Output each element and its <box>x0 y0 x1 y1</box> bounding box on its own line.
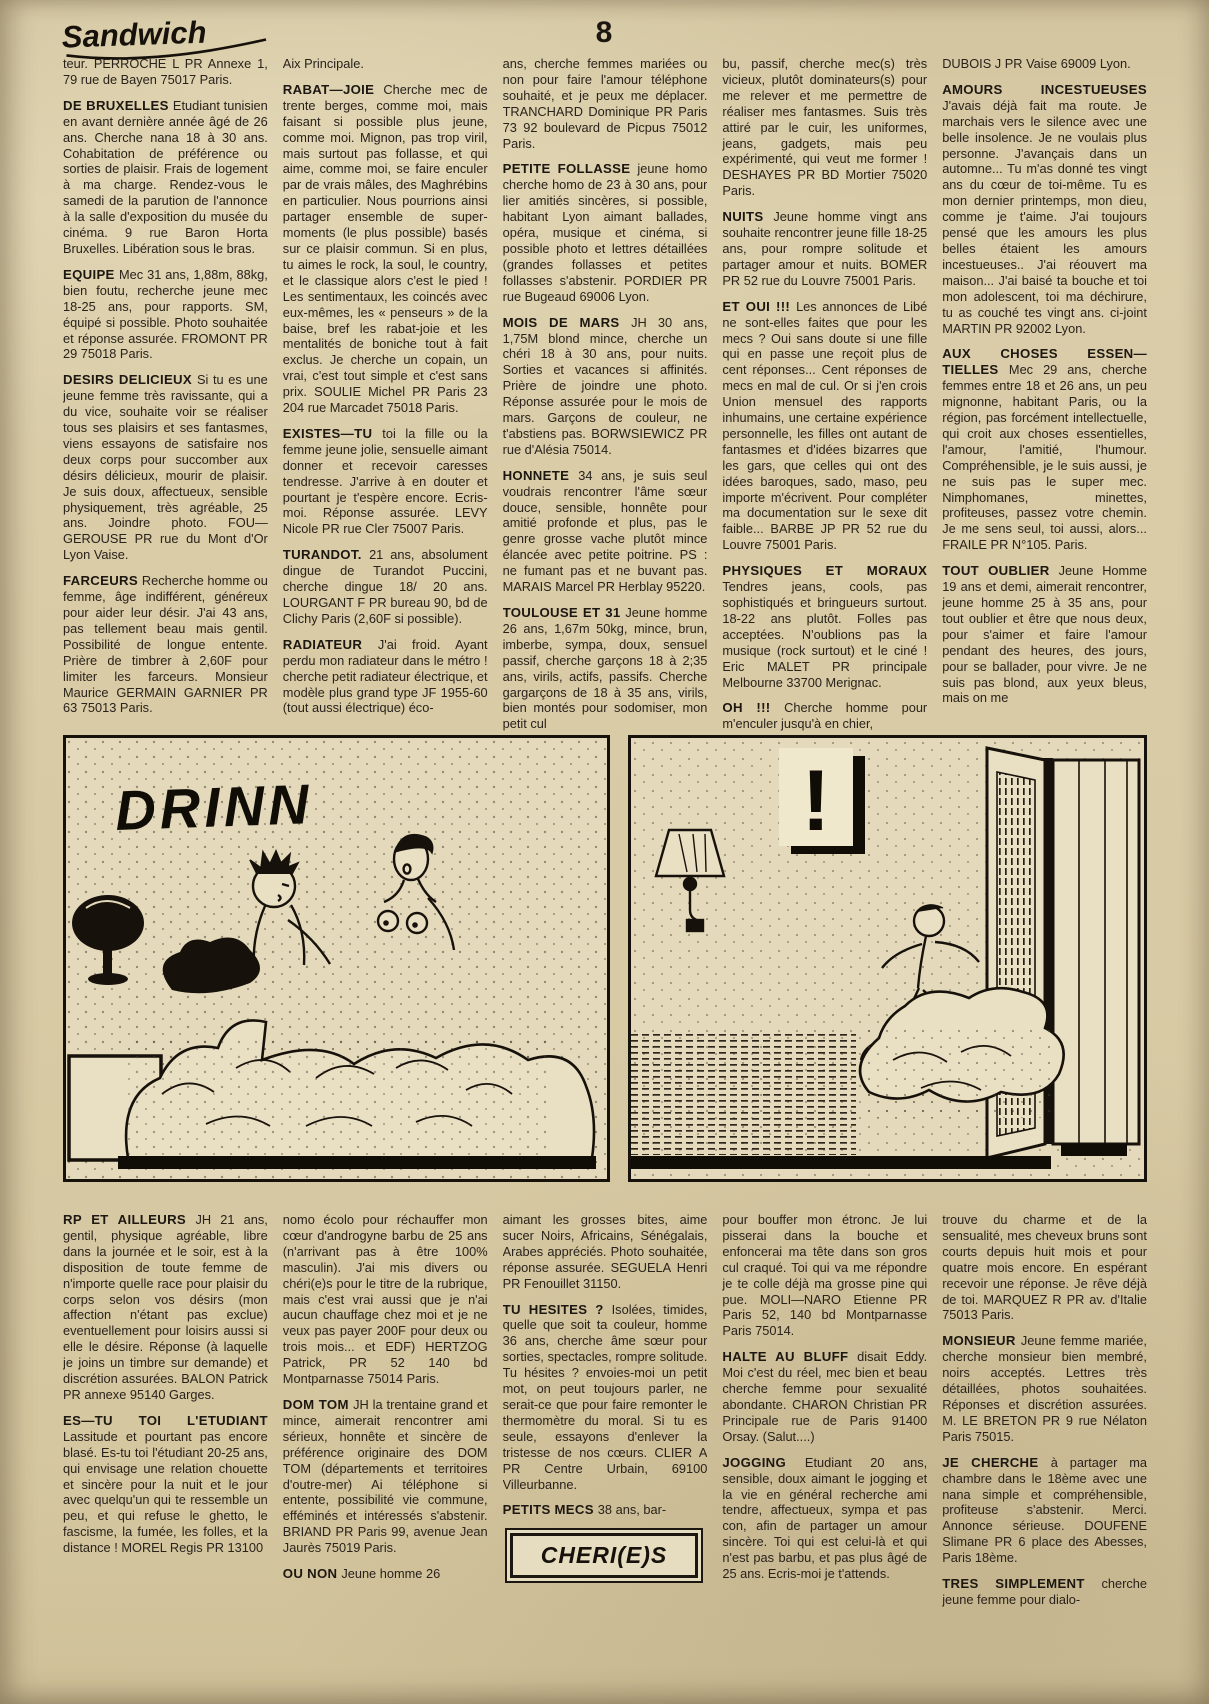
column-2 <box>283 56 488 732</box>
classified-ad: AUX CHOSES ESSEN—TIELLES Mec 29 ans, cherche femmes entre 18 et 26 ans, un peu mignonne, habitant Paris, ou la région, pas forcément intellectuelle, qui croit aux choses essentielles, l'amour, l'amitié, l'humour. Compréhensible, je le suis aussi, je ne suis pas le super mec. Nimphomanes, minettes, profiteuses, passez votre chemin. Je me sens seul, toi aussi, alors... FRAILE PR N°105. Paris. <box>942 346 1147 553</box>
page-number: 8 <box>595 16 614 49</box>
ad-title: PETITE FOLLASSE <box>502 161 638 177</box>
ad-title: TOUT OUBLIER <box>942 563 1059 579</box>
classified-ad: HALTE AU BLUFF disait Eddy. Moi c'est du réel, mec bien et beau cherche femme pour sexualité abondante. CHARON Christian PR Principale rue de Paris 91400 Orsay. (Salut....) <box>722 1349 928 1444</box>
column-5 <box>942 1212 1147 1648</box>
column-2 <box>283 1212 488 1648</box>
column-1 <box>63 56 268 732</box>
classified-ad: RP ET AILLEURS JH 21 ans, gentil, physique agréable, libre dans la journée et le soir, est à la disposition de toute femme de n'importe quelle race pour plaisir du corps selon vos désirs (mon affection n'étant pas exclue) eventuellement pour loisirs aussi si elle le désire. Réponse (à laquelle je joins un timbre sur demande) et discrétion assurées. BALON Patrick PR annexe 95140 Garges. <box>63 1212 268 1402</box>
classified-ad: RADIATEUR J'ai froid. Ayant perdu mon radiateur dans le métro ! cherche petit radiateur électrique, et modèle plus grand type JF 1955-60 (tout aussi électrique) éco- <box>282 636 488 716</box>
classified-ad: ET OUI !!! Les annonces de Libé ne sont-elles faites que pour les mecs ? Oui sans doute si une fille qui en passe une reçoit plus de cent réponses... Cent réponses de mecs en mal de cul. Or si j'en crois Union mensuel des rapports inhumains, une certaine expérience personnelle, les filles ont autant de fantasmes et d'idées bizarres que les gars, que celles qui ont des idées baroques, sado, maso, peu importe m'écrivent. Pour compléter ma documentation sur le sexe dit faible... BARBE JP PR 52 rue du Louvre 75001 Paris. <box>722 298 928 553</box>
ad-title: DOM TOM <box>282 1396 354 1412</box>
classified-ad: AMOURS INCESTUEUSES J'avais déjà fait ma route. Je marchais vers le silence avec une belle insolence. Je ne voulais plus personne. J'avançais dans un automne... Tu m'as donné tes vingt ans du cœur de toi-même. Tu es mon dernier printemps, mon dieu, comme je t'aime. J'ai toujours pensé que les amours les plus belles étaient les amours incestueuses.. J'ai réouvert ma maison... J'ai baisé ta bouche et toi mon adolescent, toi ma déchirure, tu as couché tes vingt ans. ci-joint MARTIN PR 92002 Lyon. <box>942 81 1147 336</box>
classified-ad: aimant les grosses bites, aime sucer Noirs, Africains, Sénégalais, Arabes appréciés. Photo souhaitée, réponse assurée. SEGUELA Henri PR Fenouillet 31150. <box>502 1212 708 1291</box>
exclamation-poster <box>779 748 865 854</box>
classified-ad: TOUT OUBLIER Jeune Homme 19 ans et demi, aimerait rencontrer, jeune homme 25 à 35 ans, pour tout oublier et être que nous deux, pour s'aimer et faire l'amour pendant des heures, des jours, pour se ballader, pour vivre. Je ne suis pas blond, aux yeux bleus, mais on me <box>942 563 1147 706</box>
classified-ad: TURANDOT. 21 ans, absolument dingue de Turandot Puccini, cherche dingue 18/ 20 ans. LOURGANT F PR bureau 90, bd de Clichy Paris (2,60F si possible). <box>282 547 488 626</box>
classified-ad: NUITS Jeune homme vingt ans souhaite rencontrer jeune fille 18-25 ans, pour rompre solitude et partager amour et nuits. BOMER PR 52 rue du Louvre 75001 Paris. <box>722 209 928 288</box>
classified-ad: RABAT—JOIE Cherche mec de trente berges, comme moi, mais faisant si possible plus jeune, comme moi. Mignon, pas trop viril, mais surtout pas follasse, et qui aime, comme moi, se faire enculer par de vrais mâles, des Maghrébins en particulier. Nous pourrions ainsi partager ensemble de super-moments (le plus possible) basés sur ce plaisir commun. Si en plus, tu aimes le rock, la soul, le country, et le classique alors c'est le pied ! Les sentimentaux, les coincés avec eux-mêmes, les « penseurs » de la baise, bref les rabat-joie et les mentalités de boniche tout à fait exclus. Je cherche un copain, un vrai, c'est tout simple et c'est sans prix. SOULIE Michel PR Paris 23 204 rue Marcadet 75018 Paris. <box>282 81 488 416</box>
cheries-logo-text: CHERI(E)S <box>510 1533 699 1578</box>
classified-ad: DUBOIS J PR Vaise 69009 Lyon. <box>942 56 1131 71</box>
ad-title: ES—TU TOI L'ETUDIANT <box>63 1412 268 1428</box>
classified-ad: EQUIPE Mec 31 ans, 1,88m, 88kg, bien foutu, recherche jeune mec 18-25 ans, pour rapports. SM, équipé si possible. Photo souhaitée et réponse assurée. FROMONT PR 29 75018 Paris. <box>63 266 268 362</box>
ad-title: TURANDOT. <box>282 547 370 563</box>
classified-ad: ES—TU TOI L'ETUDIANT Lassitude et pourtant pas encore blasé. Es-tu toi l'étudiant 20-25 ans, qui envisage une relation chouette et sincère pour la nuit et le jour avec quelqu'un qui te ressemble un peu, et qui refuse le ghetto, le fascisme, la fumée, les folles, et la distance ! MOREL Regis PR 13100 <box>63 1412 268 1556</box>
ad-title: EXISTES—TU <box>282 425 383 441</box>
bedroom-illustration <box>66 738 607 1179</box>
classifieds-top-section <box>63 56 1147 732</box>
classified-ad: TRES SIMPLEMENT cherche jeune femme pour dialo- <box>942 1576 1147 1607</box>
classifieds-bottom-section <box>63 1212 1147 1648</box>
classified-ad: DESIRS DELICIEUX Si tu es une jeune femme très ravissante, qui a du vice, souhaite voir se réaliser tous ses plaisirs et ses fantasmes, viens essayons de satisfaire nos deux corps pour succomber aux désirs délicieux, mourir de plaisir. Je suis doux, affectueux, sensible physiquement, très agréable, 25 ans. Joindre photo. FOU—GEROUSE PR rue du Mont d'Or Lyon Vaise. <box>63 372 268 563</box>
classified-ad: PETITS MECS 38 ans, bar- <box>502 1502 667 1518</box>
classified-ad: trouve du charme et de la sensualité, mes cheveux bruns sont courts depuis huit mois et pour quatre mois encore. En espérant recevoir une réponse. Je rêve déjà de toi. MARQUEZ R PR av. d'Italie 75013 Paris. <box>942 1212 1147 1323</box>
classified-ad: MOIS DE MARS JH 30 ans, 1,75M blond mince, cherche un chéri 18 à 30 ans, pour nuits. Sorties et vacances si affinités. Prière de joindre une photo. Réponse assurée pour le mois de mars. Garçons de couleur, ne t'abstiens pas. BORWSIEWICZ PR rue d'Alésia 75014. <box>502 314 708 457</box>
ad-title: JOGGING <box>722 1454 805 1470</box>
column-1 <box>63 1212 268 1648</box>
ad-title: JE CHERCHE <box>942 1454 1051 1470</box>
classified-ad: OU NON Jeune homme 26 <box>282 1566 441 1582</box>
classified-ad: DOM TOM JH la trentaine grand et mince, aimerait rencontrer ami sérieux, honnête et sincère de préférence originaire des DOM TOM (départements et territoires d'outre-mer) Ai téléphone si entente, possibilité vie commune, efféminés et intéressés s'abstenir. BRIAND PR Paris 99, avenue Jean Jaurès 75019 Paris. <box>282 1396 488 1556</box>
classified-ad: DE BRUXELLES Etudiant tunisien en avant dernière année âgé de 26 ans. Cherche nana 18 à 30 ans. Cohabitation de préférence ou sorties de plaisir. Frais de logement à ma charge. Rendez-vous le samedi de la parution de l'annonce à la salle d'exposition du musée du cinéma. 9 rue Baron Horta Bruxelles. Libération sous le bras. <box>63 97 268 256</box>
ad-title: MOIS DE MARS <box>502 314 632 330</box>
wardrobe-illustration <box>631 738 1144 1179</box>
ad-title: PHYSIQUES ET MORAUX <box>722 563 928 579</box>
ad-title: RABAT—JOIE <box>282 81 384 97</box>
ad-title: TRES SIMPLEMENT <box>942 1576 1102 1592</box>
ad-title: RP ET AILLEURS <box>63 1212 196 1227</box>
phone-ring-sfx: DRINN <box>114 772 314 842</box>
classified-ad: FARCEURS Recherche homme ou femme, âge indifférent, généreux pour aider leur désir. J'ai 43 ans, pas tellement beau mais gentil. Possibilité de longue entente. Prière de timbrer à 2,60F pour limiter les farceurs. Monsieur Maurice GERMAIN GARNIER PR 63 75013 Paris. <box>63 573 268 716</box>
classified-ad: MONSIEUR Jeune femme mariée, cherche monsieur bien membré, noirs acceptés. Lettres très détaillées, photos souhaitées. Réponses et discrétion assurées. M. LE BRETON PR 9 rue Nélaton Paris 75015. <box>942 1333 1147 1444</box>
baseboard <box>631 1156 1051 1169</box>
masthead-title: Sandwich <box>61 14 208 55</box>
bed-frame <box>118 1156 596 1169</box>
classified-ad: JOGGING Etudiant 20 ans, sensible, doux aimant le jogging et la vie en général recherche ami tendre, affectueux, sympa et pas con, afin de partager un amour sincère. Toi qui est celui-là et qui n'est pas barbu, et pas plus âgé de 25 ans. Ecris-moi je t'attends. <box>722 1454 928 1582</box>
ad-title: RADIATEUR <box>282 636 378 652</box>
ad-title: TOULOUSE ET 31 <box>502 605 626 620</box>
ad-title: AMOURS INCESTUEUSES <box>942 81 1147 97</box>
classified-ad: PHYSIQUES ET MORAUX Tendres jeans, cools, pas sophistiqués et bringueurs surtout. 18-22 ans plutôt. Folles pas acceptées. N'oublions pas la musique (rock surtout) et le ciné ! Eric MALET PR principale Melbourne 33700 Merignac. <box>722 563 928 690</box>
classified-ad: EXISTES—TU toi la fille ou la femme jeune jolie, sensuelle aimant donner et recevoir caresses tendresse. J'arrive à en douter et pourtant je t'espère encore. Ecris-moi. Réponse assurée. LEVY Nicole PR rue Cler 75007 Paris. <box>282 425 488 537</box>
ad-title: MONSIEUR <box>942 1333 1021 1349</box>
ad-title: HALTE AU BLUFF <box>722 1349 858 1365</box>
cheries-logo-box <box>505 1528 704 1583</box>
classified-ad: nomo écolo pour réchauffer mon cœur d'androgyne barbu de 25 ans (n'arrivant pas à être 100% masculin). J'ai mis divers ou chéri(e)s pour le titre de la rubrique, mais c'est vrai aussi que je n'ai aucun chauffage chez moi et je ne veux pas payer 200F pour deux ou trois mois... et EDF) HERTZOG Patrick, PR 52 140 bd Montparnasse 75014 Paris. <box>282 1212 488 1387</box>
classified-ad: bu, passif, cherche mec(s) très vicieux, plutôt dominateurs(s) pour me relever et me permettre de réaliser mes fantasmes. Suis très attiré par le cuir, les uniformes, jeans, gadgets, mais peu expérimenté, qui veut me former ! DESHAYES PR BD Mortier 75020 Paris. <box>722 56 928 199</box>
ad-title: FARCEURS <box>63 573 142 589</box>
column-3 <box>503 1212 708 1648</box>
classified-ad: HONNETE 34 ans, je suis seul voudrais rencontrer l'âme sœur douce, sensible, honnête pour amitié profonde et plus, pas le genre grosse vache plutôt mince élancée avec petite poitrine. PS : ne fumant pas et ne buvant pas. MARAIS Marcel PR Herblay 95220. <box>502 467 708 595</box>
floor-shading <box>631 1033 856 1155</box>
ad-title: NUITS <box>722 209 774 225</box>
ad-title: OU NON <box>282 1566 342 1582</box>
column-4 <box>722 1212 927 1648</box>
classified-ad: TOULOUSE ET 31 Jeune homme 26 ans, 1,67m 50kg, mince, brun, imberbe, sympa, doux, sensuel passif, cherche garçons 18 à 2;35 ans, virils, actifs, passifs. Cherche gargarçons de 18 à 35 ans, virils, bien montés pour sodomiser, mon petit cul <box>502 605 708 732</box>
classified-ad: Aix Principale. <box>282 56 364 71</box>
comic-strip <box>63 735 1147 1182</box>
ad-title: HONNETE <box>502 467 579 483</box>
rumpled-blanket <box>126 1020 594 1158</box>
comic-panel-bedroom <box>63 735 610 1182</box>
classified-ad: ans, cherche femmes mariées ou non pour faire l'amour téléphone souhaité, et je peux me déplacer. TRANCHARD Dominique PR Paris 73 92 boulevard de Picpus 75012 Paris. <box>502 56 708 151</box>
column-4 <box>722 56 927 732</box>
ad-title: OH !!! <box>722 700 785 716</box>
ad-title: PETITS MECS <box>502 1502 598 1518</box>
classified-ad: OH !!! Cherche homme pour m'enculer jusqu'à en chier, <box>722 700 928 732</box>
column-5 <box>942 56 1147 732</box>
classified-ad: TU HESITES ? Isolées, timides, quelle que soit ta couleur, homme 36 ans, cherche âme sœur pour sorties, spectacles, rompre solitude. Tu hésites ? envoies-moi un petit mot, on peut toujours parler, ne serait-ce que pour faire remonter le thermomètre du moral. Si tu es seule, essayons d'enlever la tristesse de nos cœurs. CLIER A PR Centre Urbain, 69100 Villeurbanne. <box>502 1301 708 1492</box>
classified-ad: JE CHERCHE à partager ma chambre dans le 18ème avec une nana simple et compréhensible, profiteuse s'abstenir. Merci. Annonce sérieuse. DOUFENE Slimane PR 6 place des Abesses, Paris 18ème. <box>942 1454 1147 1566</box>
comic-panel-wardrobe <box>628 735 1147 1182</box>
ad-title: AUX CHOSES ESSEN—TIELLES <box>942 346 1147 378</box>
ad-title: EQUIPE <box>63 266 119 282</box>
ad-title: DESIRS DELICIEUX <box>63 372 197 388</box>
classified-ad: teur. PERROCHE L PR Annexe 1, 79 rue de Bayen 75017 Paris. <box>63 56 268 87</box>
column-3 <box>503 56 708 732</box>
ad-title: ET OUI !!! <box>722 298 797 314</box>
classified-ad: pour bouffer mon étronc. Je lui pisserai dans la bouche et enfoncerai ma tête dans son gros cul craqué. Toi qui va me répondre je te colle déjà ma grosse pine qui pue. MOLI—NARO Etienne PR Paris 52, 140 bd Montparnasse Paris 75014. <box>722 1212 928 1339</box>
ad-title: DE BRUXELLES <box>63 97 173 113</box>
exclaim-sfx: ! <box>801 753 831 849</box>
classified-ad: PETITE FOLLASSE jeune homo cherche homo de 23 à 30 ans, pour lier amitiés sincères, si possible, habitant Lyon aimant ballades, opéra, musique et cinéma, si possible photo et lettres détaillées (grandes follasses et petites follasses s'abstenir. PORDIER PR rue Bugeaud 69006 Lyon. <box>502 161 708 304</box>
ad-title: TU HESITES ? <box>502 1301 612 1317</box>
